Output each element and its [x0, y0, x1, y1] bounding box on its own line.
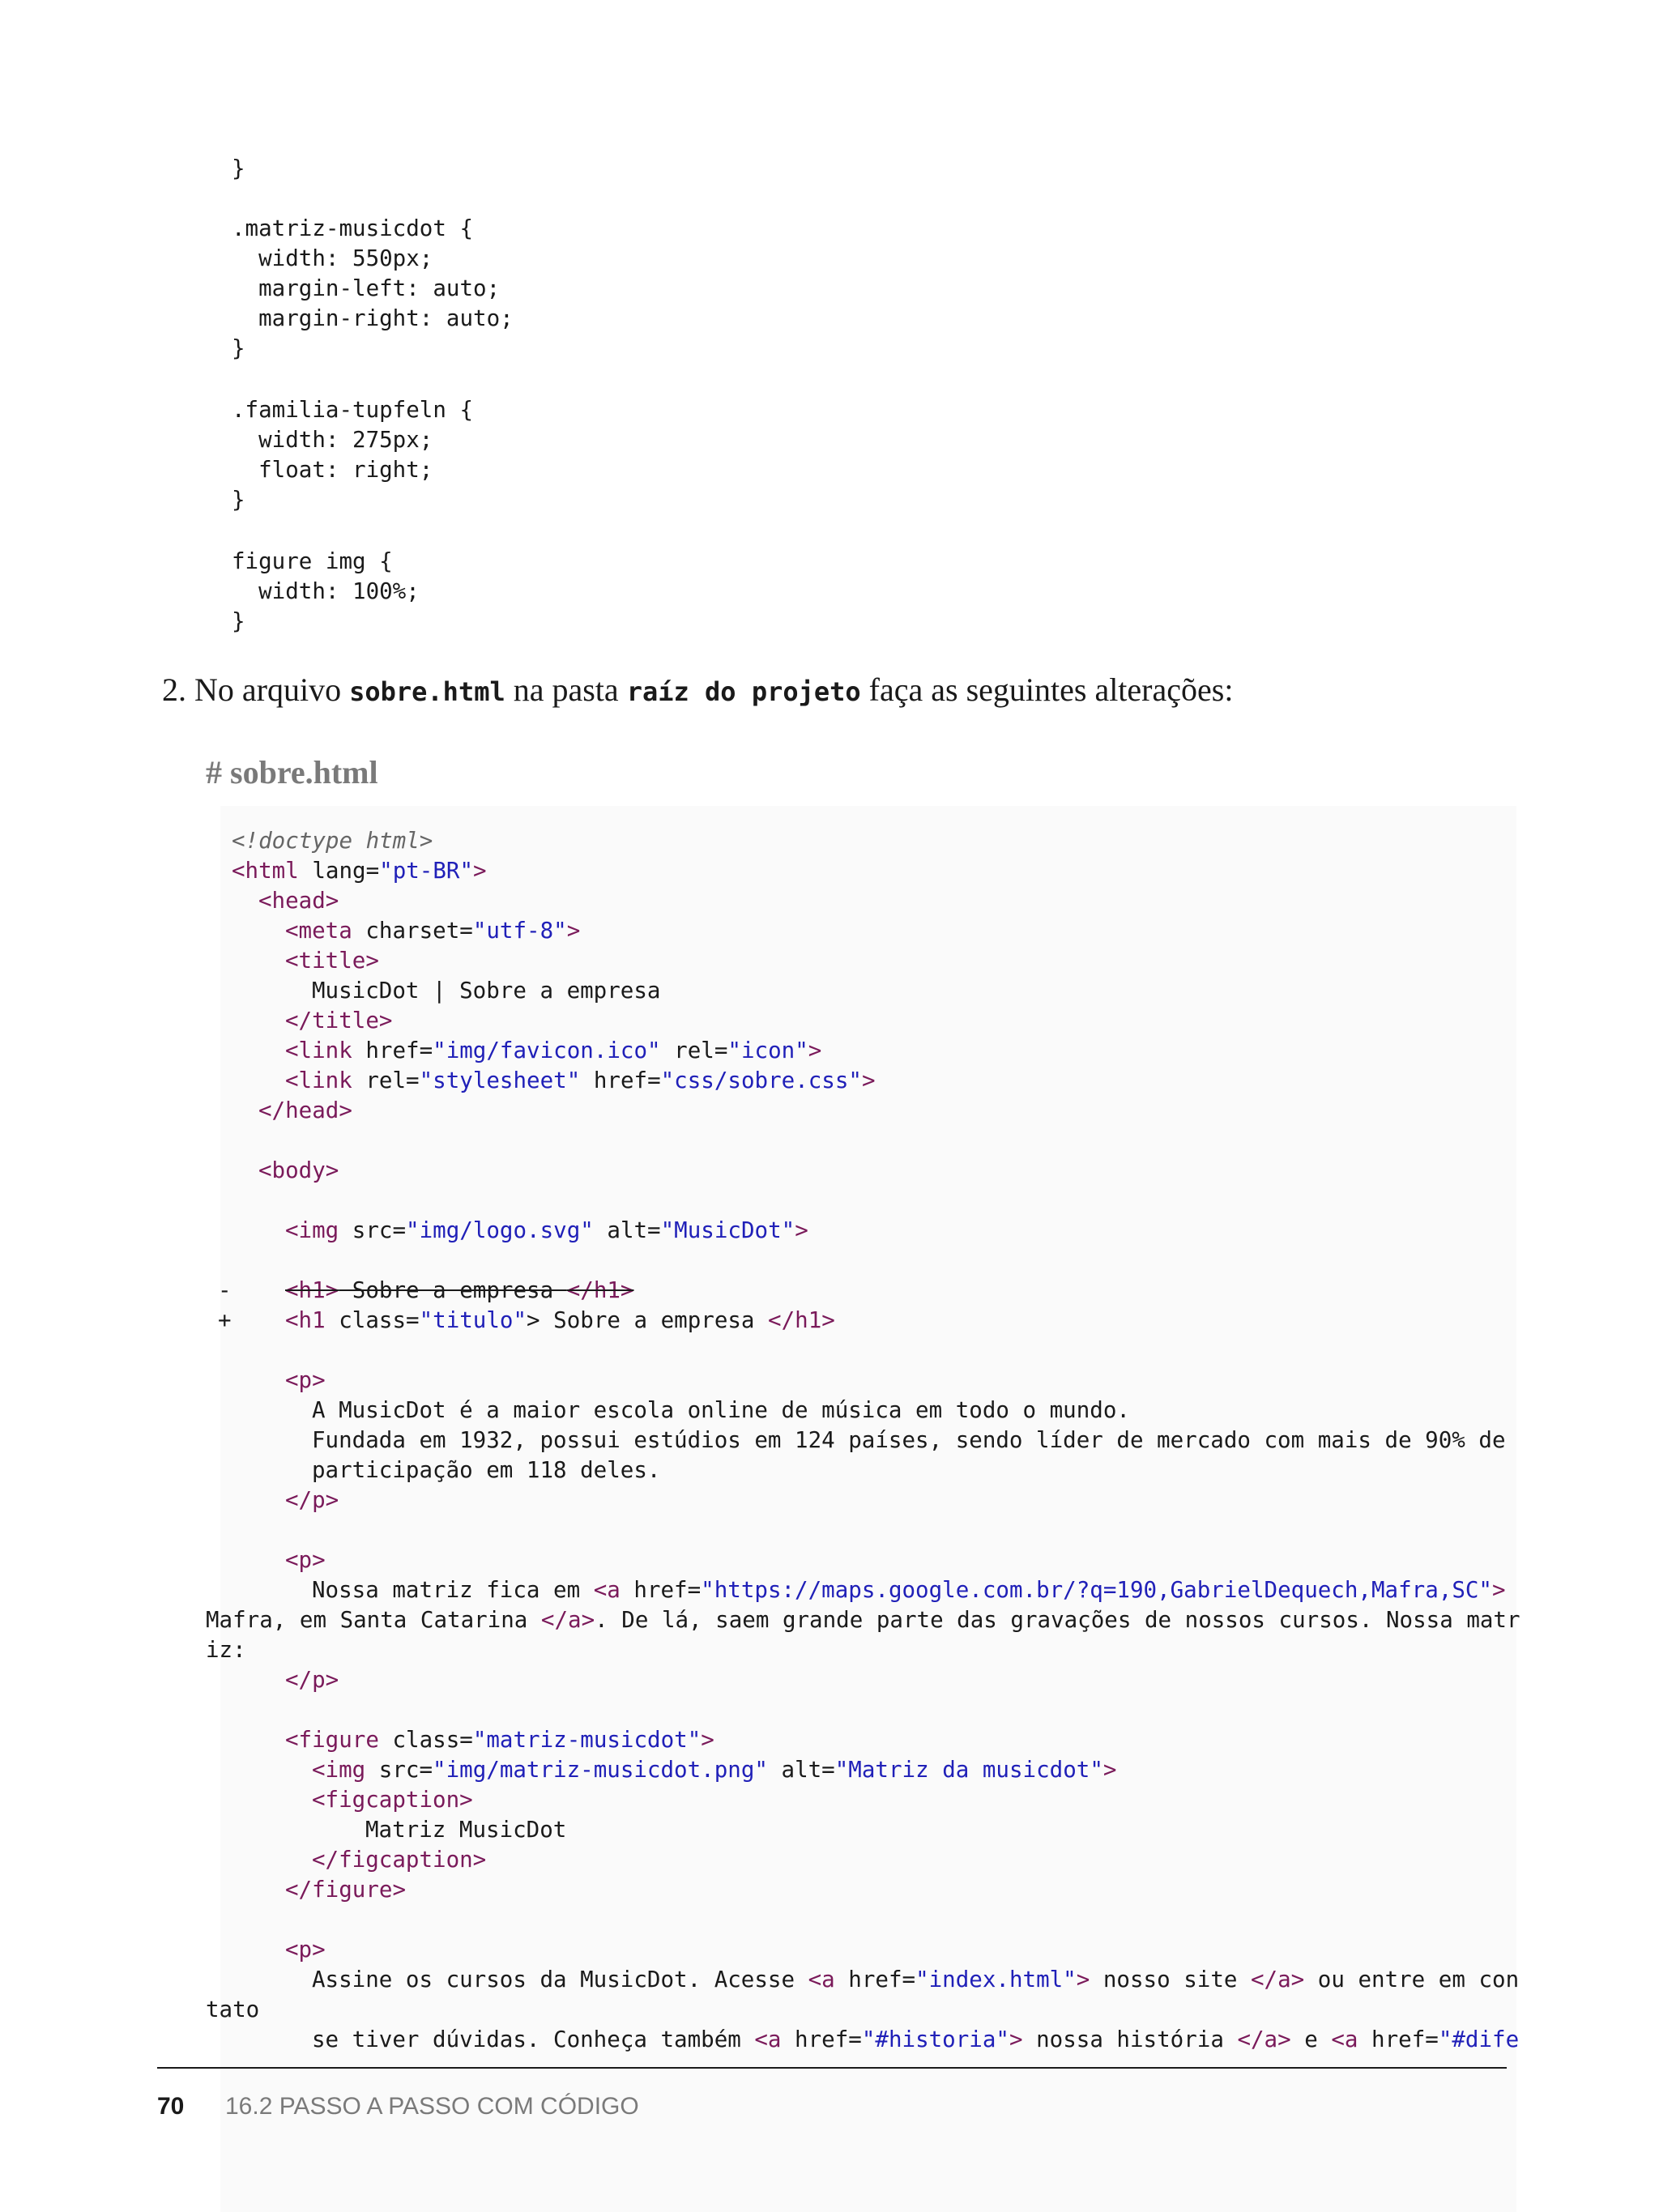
- attr: lang=: [298, 858, 380, 884]
- attr: alt=: [767, 1757, 835, 1783]
- tag: >: [808, 1038, 822, 1063]
- attr: charset=: [352, 918, 473, 944]
- code-line: [258, 1097, 352, 1123]
- attr: class=: [378, 1727, 473, 1753]
- code-line: [285, 1008, 392, 1034]
- doctype: <!doctype html>: [232, 828, 433, 854]
- value: "#historia": [861, 2027, 1009, 2052]
- tag: >: [473, 858, 487, 884]
- text: e: [1290, 2027, 1332, 2052]
- attr: class=: [325, 1307, 420, 1333]
- value: "MusicDot": [660, 1217, 795, 1243]
- value: "#dife: [1438, 2027, 1520, 2052]
- code-line: [285, 1217, 808, 1243]
- text: Matriz MusicDot: [365, 1817, 567, 1843]
- code-line: .matriz-musicdot {: [232, 215, 474, 241]
- diff-removed-line: [285, 1277, 634, 1303]
- code-line: [285, 918, 580, 944]
- value: "utf-8": [472, 918, 567, 944]
- tag: >: [701, 1727, 714, 1753]
- value: "https://maps.google.com.br/?q=190,GabrielDequech,Mafra,SC": [701, 1577, 1492, 1603]
- tag: </figure>: [285, 1877, 407, 1903]
- code-line: float: right;: [232, 457, 433, 483]
- attr: src=: [339, 1217, 407, 1243]
- code-line: }: [232, 487, 245, 513]
- tag: <meta: [285, 918, 352, 944]
- text: Mafra, em Santa Catarina: [206, 1607, 541, 1633]
- attr: href=: [781, 2027, 862, 2052]
- tag: <p>: [285, 1937, 326, 1963]
- tag: <a: [1331, 2027, 1358, 2052]
- tag: </figcaption>: [312, 1847, 487, 1873]
- attr: href=: [352, 1038, 433, 1063]
- text: > Sobre a empresa: [527, 1307, 769, 1333]
- code-line: margin-left: auto;: [232, 275, 501, 301]
- file-name: sobre.html: [349, 676, 505, 707]
- code-line: [258, 888, 339, 914]
- tag: <link: [285, 1068, 352, 1093]
- tag: <figcaption>: [312, 1787, 473, 1813]
- code-line: [258, 1157, 339, 1183]
- tag: <figure: [285, 1727, 379, 1753]
- text: Assine os cursos da MusicDot. Acesse: [312, 1967, 808, 1993]
- folder-name: raíz do projeto: [626, 676, 861, 707]
- tag: >: [1491, 1577, 1506, 1603]
- value: "Matriz da musicdot": [834, 1757, 1103, 1783]
- step-number: 2.: [162, 671, 186, 708]
- tag: <h1>: [285, 1277, 339, 1303]
- code-background: [220, 806, 1516, 2212]
- tag: </p>: [285, 1667, 339, 1693]
- code-line: [312, 1427, 1506, 1453]
- step-text-before: No arquivo: [194, 671, 350, 708]
- tag: </a>: [1237, 2027, 1291, 2052]
- tag: <head>: [258, 888, 339, 914]
- code-line: [312, 1757, 1116, 1783]
- text: participação em 118 deles.: [312, 1457, 661, 1483]
- code-line: [285, 948, 379, 974]
- text: nosso site: [1090, 1967, 1251, 1993]
- attr: rel=: [352, 1068, 420, 1093]
- tag: <link: [285, 1038, 352, 1063]
- code-line: }: [232, 608, 245, 634]
- attr: src=: [365, 1757, 433, 1783]
- value: "index.html": [915, 1967, 1077, 1993]
- attr: href=: [834, 1967, 916, 1993]
- code-line: margin-right: auto;: [232, 305, 514, 331]
- code-line: [285, 1877, 406, 1903]
- code-line: [312, 1967, 1519, 1993]
- code-line: [312, 978, 660, 1004]
- value: "img/logo.svg": [406, 1217, 594, 1243]
- code-line: [365, 1817, 566, 1843]
- code-line: [206, 1607, 1520, 1633]
- value: "matriz-musicdot": [472, 1727, 702, 1753]
- diff-added-line: [218, 1307, 232, 1333]
- code-line: [232, 828, 433, 854]
- step-text-after: faça as seguintes alterações:: [860, 671, 1234, 708]
- value: "img/matriz-musicdot.png": [433, 1757, 768, 1783]
- tag: </h1>: [768, 1307, 835, 1333]
- tag: >: [566, 918, 581, 944]
- tag: >: [1076, 1967, 1090, 1993]
- code-line: [312, 2027, 1519, 2052]
- attr: href=: [1358, 2027, 1439, 2052]
- value: "img/favicon.ico": [433, 1038, 661, 1063]
- attr: href=: [620, 1577, 702, 1603]
- tag: <a: [754, 2027, 782, 2052]
- tag: >: [861, 1068, 876, 1093]
- value: "stylesheet": [419, 1068, 581, 1093]
- code-line: }: [232, 156, 245, 181]
- tag: <p>: [285, 1547, 326, 1573]
- code-line: width: 100%;: [232, 578, 420, 604]
- value: "pt-BR": [379, 858, 474, 884]
- text: tato: [206, 1997, 260, 2022]
- code-line: [206, 1637, 246, 1663]
- text: A MusicDot é a maior escola online de música em todo o mundo.: [312, 1397, 1130, 1423]
- code-line: [285, 1547, 326, 1573]
- tag: <h1: [285, 1307, 326, 1333]
- text: MusicDot | Sobre a empresa: [312, 978, 661, 1004]
- diff-added-line: [285, 1307, 835, 1333]
- page-number: 70: [157, 2093, 185, 2120]
- code-line: [232, 858, 487, 884]
- css-code-block: [232, 156, 514, 634]
- code-line: [312, 1397, 1130, 1423]
- code-line: width: 275px;: [232, 427, 433, 453]
- code-line: [312, 1457, 660, 1483]
- tag: </p>: [285, 1487, 339, 1513]
- code-line: [285, 1068, 876, 1093]
- text: ou entre em con: [1304, 1967, 1520, 1993]
- tag: <a: [808, 1967, 835, 1993]
- attr: alt=: [593, 1217, 661, 1243]
- code-line: [285, 1487, 339, 1513]
- tag: <title>: [285, 948, 379, 974]
- code-line: [285, 1367, 326, 1393]
- code-line: figure img {: [232, 548, 393, 574]
- value: "css/sobre.css": [660, 1068, 862, 1093]
- text: Fundada em 1932, possui estúdios em 124 países, sendo líder de mercado com mais de 90% de: [312, 1427, 1506, 1453]
- code-line: width: 550px;: [232, 245, 433, 271]
- diff-plus-marker: +: [218, 1307, 232, 1333]
- tag: >: [795, 1217, 808, 1243]
- value: "icon": [727, 1038, 808, 1063]
- code-line: [312, 1577, 1506, 1603]
- tag: </h1>: [566, 1277, 634, 1303]
- code-line: [206, 1997, 259, 2022]
- attr: rel=: [660, 1038, 728, 1063]
- tag: <a: [593, 1577, 621, 1603]
- code-line: [285, 1727, 714, 1753]
- tag: <img: [285, 1217, 339, 1243]
- attr: href=: [580, 1068, 661, 1093]
- text: nossa história: [1022, 2027, 1238, 2052]
- code-line: .familia-tupfeln {: [232, 397, 474, 423]
- step-text-middle: na pasta: [505, 671, 627, 708]
- footer-divider: [157, 2067, 1507, 2069]
- tag: >: [1009, 2027, 1023, 2052]
- tag: <body>: [258, 1157, 339, 1183]
- text: Nossa matriz fica em: [312, 1577, 594, 1603]
- step-instruction: [162, 671, 1233, 709]
- tag: </title>: [285, 1008, 393, 1034]
- text: . De lá, saem grande parte das gravações de nossos cursos. Nossa matr: [595, 1607, 1520, 1633]
- diff-minus-marker: -: [218, 1277, 232, 1303]
- code-line: [285, 1038, 821, 1063]
- tag: </head>: [258, 1097, 352, 1123]
- footer-section-title: 16.2 PASSO A PASSO COM CÓDIGO: [225, 2093, 639, 2120]
- text: se tiver dúvidas. Conheça também: [312, 2027, 755, 2052]
- code-line: [312, 1787, 473, 1813]
- tag: </a>: [540, 1607, 595, 1633]
- tag: </a>: [1251, 1967, 1305, 1993]
- tag: <img: [312, 1757, 366, 1783]
- code-line: [285, 1667, 339, 1693]
- value: "titulo": [419, 1307, 527, 1333]
- code-line: [285, 1937, 326, 1963]
- diff-removed-line: [218, 1277, 232, 1303]
- tag: <html: [232, 858, 299, 884]
- code-line: [312, 1847, 486, 1873]
- tag: <p>: [285, 1367, 326, 1393]
- code-line: }: [232, 335, 245, 361]
- tag: >: [1102, 1757, 1117, 1783]
- text: Sobre a empresa: [339, 1277, 567, 1303]
- file-heading: # sobre.html: [206, 754, 378, 791]
- text: iz:: [206, 1637, 246, 1663]
